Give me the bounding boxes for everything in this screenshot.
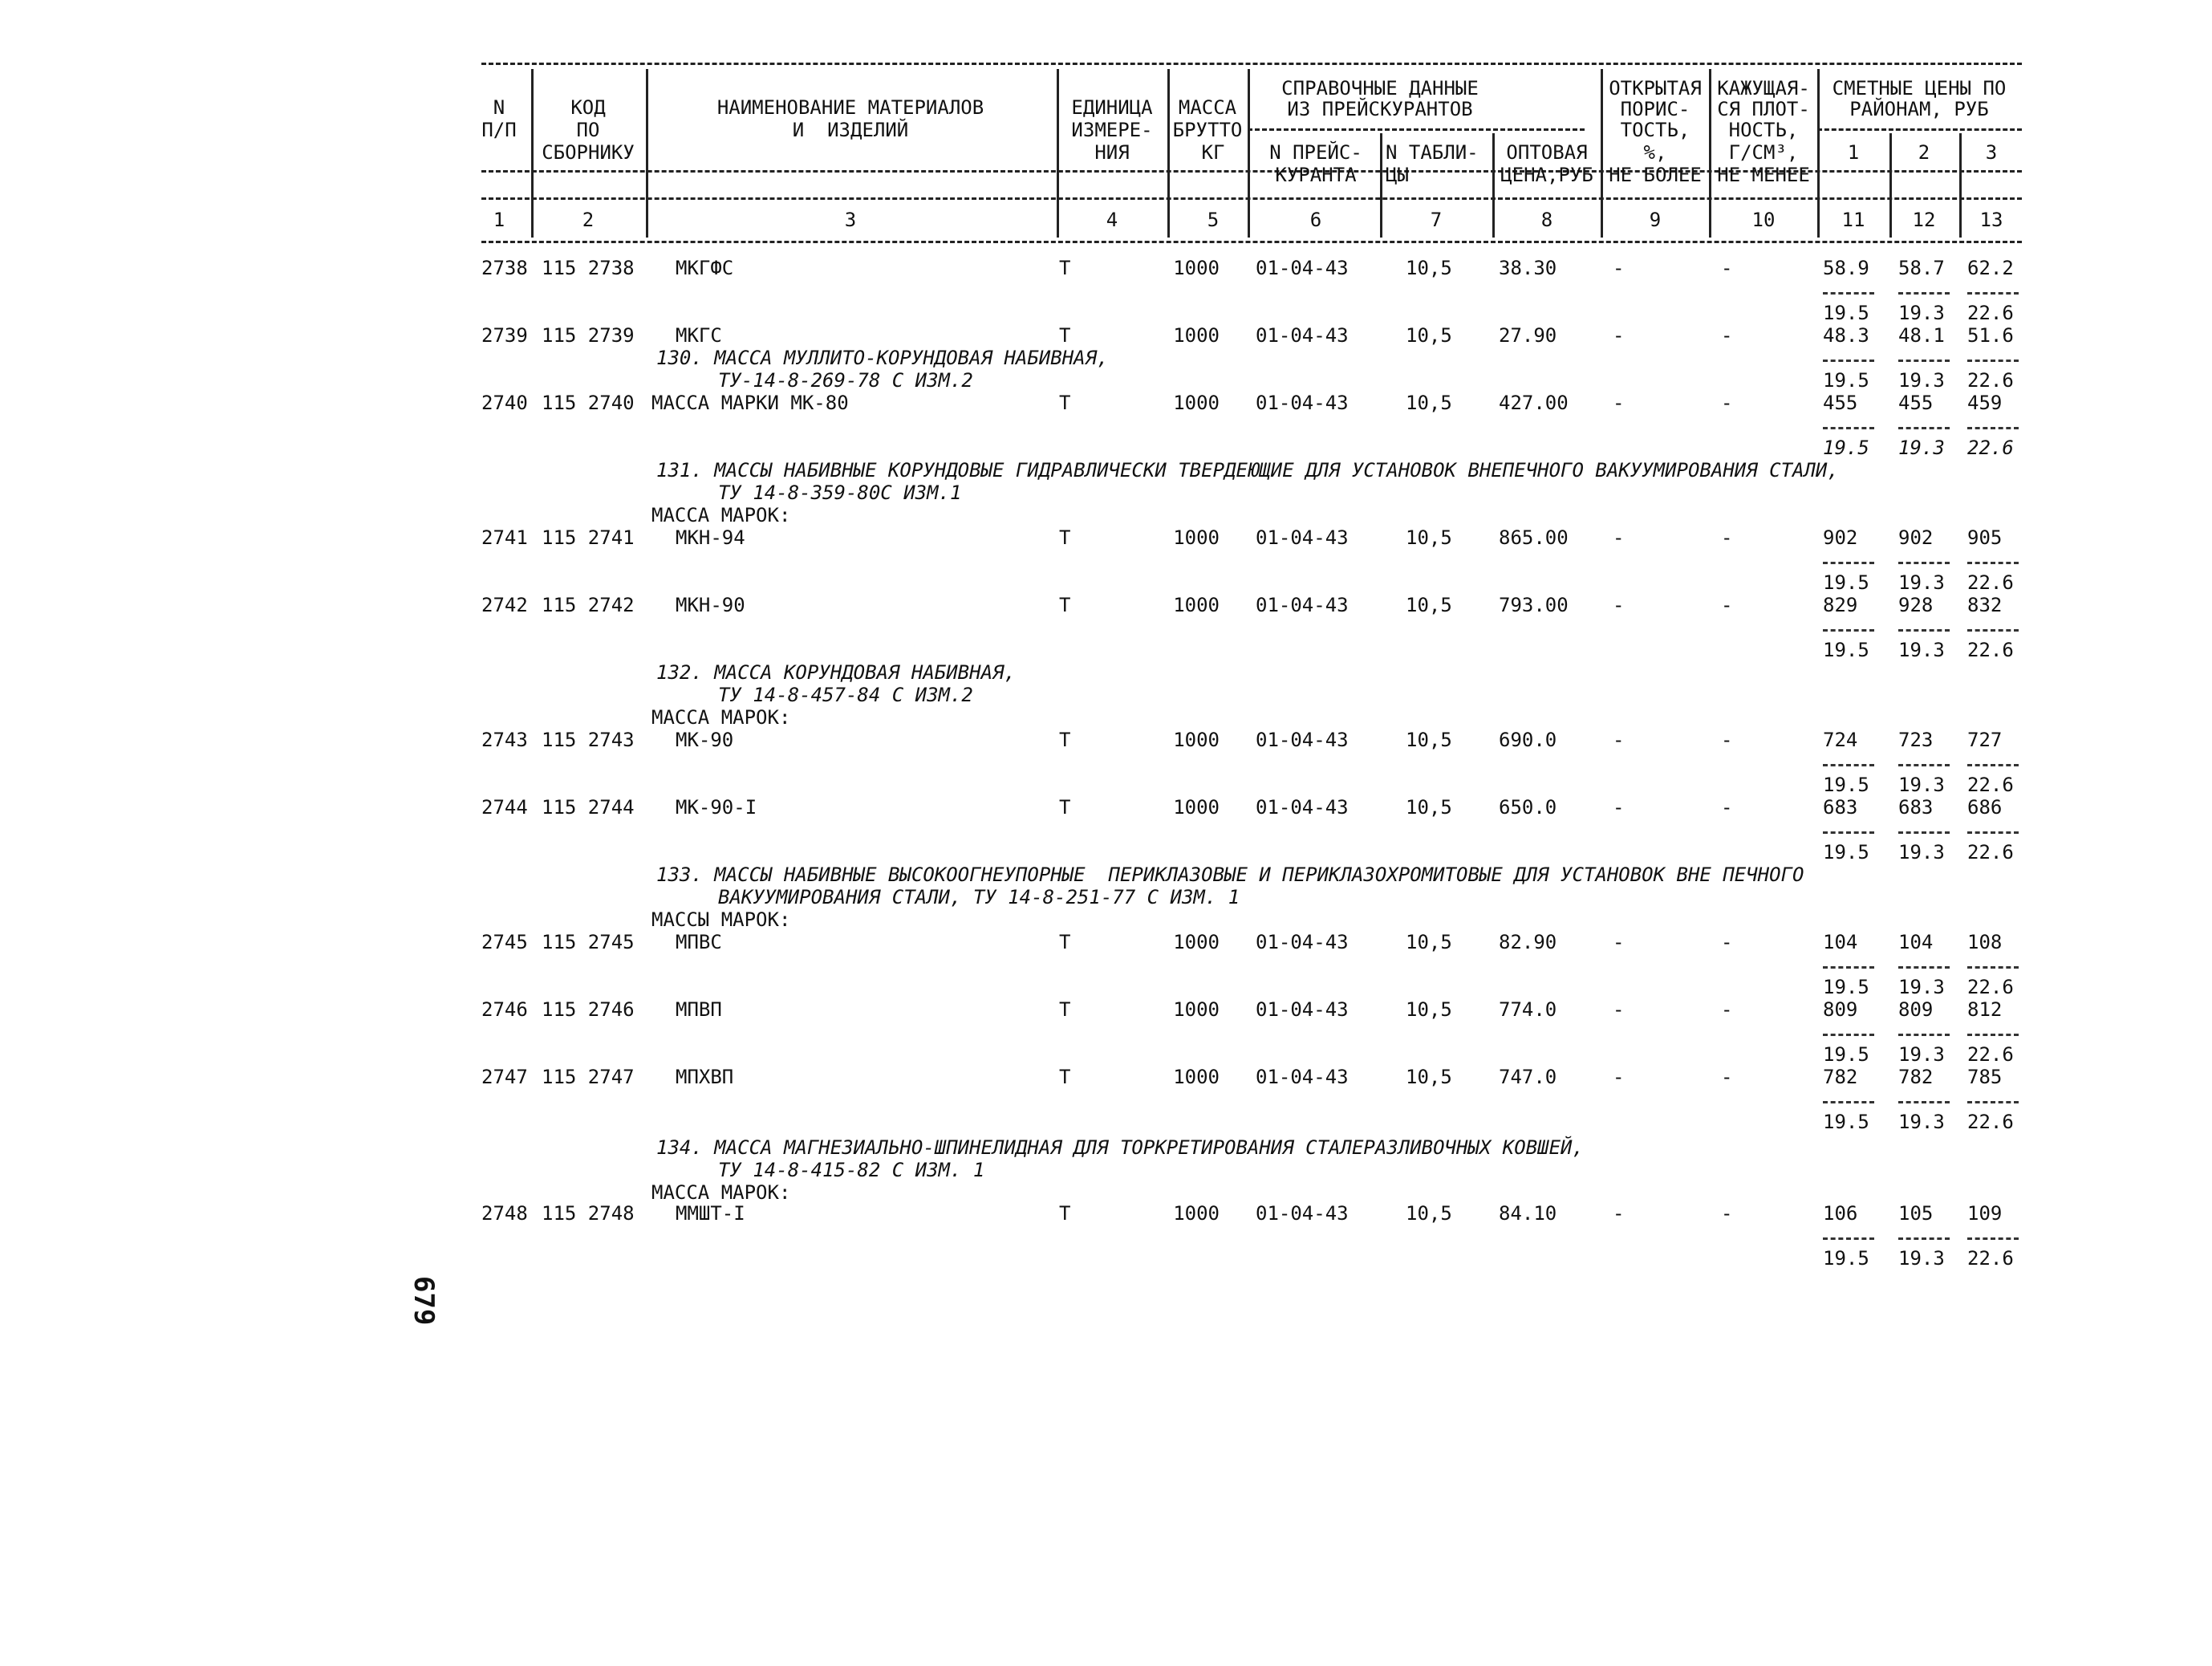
section-132-spec: ТУ 14-8-457-84 С ИЗМ.2	[718, 684, 973, 706]
fraction-bar	[1898, 360, 1950, 362]
cell-mass: 1000	[1173, 729, 1220, 751]
hdr-c4-line3: НИЯ	[1094, 141, 1130, 164]
cell-name: МКГФС	[676, 257, 734, 279]
section-132-marks: МАССА МАРОК:	[651, 706, 791, 729]
cell-por: -	[1613, 1066, 1625, 1088]
fraction-bar	[1898, 1237, 1950, 1240]
cell-k2: 19.3	[1898, 976, 1945, 998]
header-sep	[1889, 133, 1892, 238]
cell-k1: 19.5	[1823, 437, 1869, 459]
cell-mass: 1000	[1173, 392, 1220, 414]
cell-p3: 459	[1967, 392, 2003, 414]
cell-n: 2748	[481, 1202, 528, 1225]
fraction-bar	[1967, 629, 2019, 632]
cell-unit: Т	[1059, 594, 1071, 616]
col-number-7: 7	[1430, 209, 1443, 231]
cell-k2: 19.3	[1898, 774, 1945, 796]
fraction-bar	[1898, 1101, 1950, 1103]
hdr-c9-line5: НЕ БОЛЕЕ	[1609, 164, 1702, 186]
fraction-bar	[1967, 360, 2019, 362]
col-number-10: 10	[1751, 209, 1776, 231]
hdr-c3-line2: И ИЗДЕЛИЙ	[792, 119, 909, 141]
cell-k1: 19.5	[1823, 639, 1869, 661]
cell-prk: 01-04-43	[1256, 594, 1349, 616]
hdr-c10-line5: НЕ МЕНЕЕ	[1717, 164, 1810, 186]
hdr-c7-line1: N ТАБЛИ-	[1386, 141, 1479, 164]
cell-k3: 22.6	[1967, 1111, 2014, 1133]
cell-p1: 724	[1823, 729, 1858, 751]
cell-p1: 58.9	[1823, 257, 1869, 279]
fraction-bar	[1823, 1034, 1874, 1036]
cell-name: МПВП	[676, 998, 722, 1021]
header-sep	[1492, 133, 1495, 238]
cell-unit: Т	[1059, 526, 1071, 549]
cell-prk: 01-04-43	[1256, 729, 1349, 751]
page-number: 679	[408, 1276, 440, 1326]
cell-p3: 62.2	[1967, 257, 2014, 279]
hdr-c10-line1: КАЖУЩАЯ-	[1717, 77, 1810, 100]
cell-tab: 10,5	[1406, 324, 1452, 347]
section-134-title: 134. МАССА МАГНЕЗИАЛЬНО-ШПИНЕЛИДНАЯ ДЛЯ ТОРКРЕТИРОВАНИЯ СТАЛЕРАЗЛИВОЧНЫХ КОВШЕЙ,	[656, 1136, 1584, 1159]
cell-k3: 22.6	[1967, 1043, 2014, 1066]
cell-p3: 905	[1967, 526, 2003, 549]
section-133-marks: МАССЫ МАРОК:	[651, 908, 791, 931]
col-number-1: 1	[493, 209, 505, 231]
cell-p2: 902	[1898, 526, 1934, 549]
section-133-spec: ВАКУУМИРОВАНИЯ СТАЛИ, ТУ 14-8-251-77 С ИЗМ. 1	[718, 886, 1240, 908]
fraction-bar	[1823, 360, 1874, 362]
fraction-bar	[1967, 562, 2019, 564]
cell-prk: 01-04-43	[1256, 931, 1349, 953]
cell-unit: Т	[1059, 392, 1071, 414]
cell-p1: 683	[1823, 796, 1858, 819]
fraction-bar	[1898, 292, 1950, 295]
cell-tab: 10,5	[1406, 392, 1452, 414]
col-number-9: 9	[1649, 209, 1662, 231]
cell-p3: 812	[1967, 998, 2003, 1021]
cell-tab: 10,5	[1406, 594, 1452, 616]
cell-unit: Т	[1059, 257, 1071, 279]
fraction-bar	[1823, 831, 1874, 834]
fraction-bar	[1823, 764, 1874, 766]
hdr-c10-line4: Г/СМ³,	[1728, 141, 1799, 164]
cell-prk: 01-04-43	[1256, 796, 1349, 819]
cell-p3: 785	[1967, 1066, 2003, 1088]
hdr-c2-line1: КОД	[570, 96, 606, 119]
cell-dens: -	[1721, 1202, 1733, 1225]
cell-k3: 22.6	[1967, 571, 2014, 594]
hdr-c9-line2: ПОРИС-	[1620, 98, 1690, 120]
cell-price: 427.00	[1499, 392, 1569, 414]
fraction-bar	[1967, 764, 2019, 766]
col-number-3: 3	[844, 209, 857, 231]
cell-p2: 723	[1898, 729, 1934, 751]
fraction-bar	[1823, 1237, 1874, 1240]
cell-k2: 19.3	[1898, 1043, 1945, 1066]
col-number-4: 4	[1106, 209, 1118, 231]
fraction-bar	[1967, 1101, 2019, 1103]
cell-p2: 809	[1898, 998, 1934, 1021]
cell-dens: -	[1721, 998, 1733, 1021]
hdr-c12: 2	[1918, 141, 1930, 164]
cell-price: 865.00	[1499, 526, 1569, 549]
cell-tab: 10,5	[1406, 257, 1452, 279]
cell-prk: 01-04-43	[1256, 1202, 1349, 1225]
section-132-title: 132. МАССА КОРУНДОВАЯ НАБИВНАЯ,	[656, 661, 1016, 684]
cell-tab: 10,5	[1406, 796, 1452, 819]
fraction-bar	[1823, 562, 1874, 564]
fraction-bar	[1898, 562, 1950, 564]
cell-por: -	[1613, 998, 1625, 1021]
header-sep	[1380, 133, 1382, 238]
cell-k1: 19.5	[1823, 774, 1869, 796]
cell-mass: 1000	[1173, 257, 1220, 279]
col-number-12: 12	[1912, 209, 1936, 231]
cell-k2: 19.3	[1898, 841, 1945, 863]
fraction-bar	[1967, 427, 2019, 429]
hdr-c7-line2: ЦЫ	[1386, 164, 1409, 186]
hdr-c1-line2: П/П	[481, 119, 517, 141]
header-sep	[1959, 133, 1962, 238]
section-131-spec: ТУ 14-8-359-80С ИЗМ.1	[718, 482, 962, 504]
cell-k3: 22.6	[1967, 302, 2014, 324]
header-top-rule	[481, 63, 2022, 65]
hdr-c2-line3: СБОРНИКУ	[542, 141, 635, 164]
cell-k2: 19.3	[1898, 1111, 1945, 1133]
section-134-spec: ТУ 14-8-415-82 С ИЗМ. 1	[718, 1159, 985, 1181]
cell-p2: 104	[1898, 931, 1934, 953]
cell-n: 2742	[481, 594, 528, 616]
cell-n: 2738	[481, 257, 528, 279]
cell-p2: 928	[1898, 594, 1934, 616]
hdr-c10-line2: СЯ ПЛОТ-	[1717, 98, 1810, 120]
cell-p1: 104	[1823, 931, 1858, 953]
cell-mass: 1000	[1173, 1202, 1220, 1225]
cell-k3: 22.6	[1967, 437, 2014, 459]
cell-n: 2740	[481, 392, 528, 414]
fraction-bar	[1898, 764, 1950, 766]
hdr-group-ref-line1: СПРАВОЧНЫЕ ДАННЫЕ	[1281, 77, 1479, 100]
fraction-bar	[1898, 966, 1950, 969]
fraction-bar	[1898, 831, 1950, 834]
cell-p3: 686	[1967, 796, 2003, 819]
cell-por: -	[1613, 931, 1625, 953]
cell-mass: 1000	[1173, 324, 1220, 347]
cell-p3: 727	[1967, 729, 2003, 751]
hdr-c5-line1: МАССА	[1178, 96, 1237, 119]
hdr-c9-line4: %,	[1643, 141, 1667, 164]
group-ref-rule	[1248, 128, 1585, 131]
col-number-13: 13	[1979, 209, 2003, 231]
cell-unit: Т	[1059, 324, 1071, 347]
cell-unit: Т	[1059, 1202, 1071, 1225]
cell-p1: 455	[1823, 392, 1858, 414]
hdr-c8-line2: ЦЕНА,РУБ	[1500, 164, 1593, 186]
cell-k1: 19.5	[1823, 571, 1869, 594]
cell-code: 115 2739	[542, 324, 635, 347]
cell-price: 38.30	[1499, 257, 1557, 279]
cell-tab: 10,5	[1406, 1202, 1452, 1225]
cell-code: 115 2740	[542, 392, 635, 414]
cell-k2: 19.3	[1898, 639, 1945, 661]
cell-tab: 10,5	[1406, 998, 1452, 1021]
col-number-11: 11	[1841, 209, 1865, 231]
col-number-5: 5	[1207, 209, 1220, 231]
cell-code: 115 2741	[542, 526, 635, 549]
fraction-bar	[1823, 292, 1874, 295]
fraction-bar	[1967, 1034, 2019, 1036]
cell-dens: -	[1721, 324, 1733, 347]
header-mid-rule	[481, 197, 2022, 200]
cell-p1: 809	[1823, 998, 1858, 1021]
cell-tab: 10,5	[1406, 729, 1452, 751]
cell-por: -	[1613, 796, 1625, 819]
cell-unit: Т	[1059, 1066, 1071, 1088]
fraction-bar	[1898, 427, 1950, 429]
cell-por: -	[1613, 526, 1625, 549]
cell-k1: 19.5	[1823, 976, 1869, 998]
cell-k3: 22.6	[1967, 976, 2014, 998]
cell-k2: 19.3	[1898, 437, 1945, 459]
cell-n: 2739	[481, 324, 528, 347]
hdr-c8-line1: ОПТОВАЯ	[1506, 141, 1588, 164]
cell-p3: 832	[1967, 594, 2003, 616]
group-prices-rule	[1817, 128, 2022, 131]
cell-name: МПХВП	[676, 1066, 734, 1088]
cell-prk: 01-04-43	[1256, 257, 1349, 279]
header-sep	[1817, 69, 1820, 238]
hdr-c3-line1: НАИМЕНОВАНИЕ МАТЕРИАЛОВ	[716, 96, 984, 119]
cell-n: 2744	[481, 796, 528, 819]
cell-p2: 48.1	[1898, 324, 1945, 347]
fraction-bar	[1967, 966, 2019, 969]
hdr-c11: 1	[1847, 141, 1860, 164]
cell-prk: 01-04-43	[1256, 526, 1349, 549]
cell-n: 2741	[481, 526, 528, 549]
hdr-c6-line2: КУРАНТА	[1275, 164, 1357, 186]
cell-k1: 19.5	[1823, 841, 1869, 863]
cell-mass: 1000	[1173, 1066, 1220, 1088]
fraction-bar	[1823, 966, 1874, 969]
hdr-c5-line3: КГ	[1201, 141, 1225, 164]
cell-n: 2745	[481, 931, 528, 953]
cell-dens: -	[1721, 392, 1733, 414]
cell-p2: 455	[1898, 392, 1934, 414]
cell-tab: 10,5	[1406, 526, 1452, 549]
cell-p2: 58.7	[1898, 257, 1945, 279]
cell-name: МПВС	[676, 931, 722, 953]
cell-unit: Т	[1059, 796, 1071, 819]
cell-dens: -	[1721, 729, 1733, 751]
cell-p1: 106	[1823, 1202, 1858, 1225]
col-number-6: 6	[1309, 209, 1322, 231]
fraction-bar	[1898, 629, 1950, 632]
cell-n: 2747	[481, 1066, 528, 1088]
cell-k2: 19.3	[1898, 571, 1945, 594]
hdr-c13: 3	[1985, 141, 1998, 164]
fraction-bar	[1967, 831, 2019, 834]
cell-name: МК-90-I	[676, 796, 757, 819]
cell-k1: 19.5	[1823, 369, 1869, 392]
hdr-c9-line3: ТОСТЬ,	[1620, 119, 1690, 141]
cell-price: 774.0	[1499, 998, 1557, 1021]
fraction-bar	[1823, 427, 1874, 429]
cell-p1: 48.3	[1823, 324, 1869, 347]
cell-mass: 1000	[1173, 594, 1220, 616]
cell-code: 115 2746	[542, 998, 635, 1021]
header-sep	[1167, 69, 1170, 238]
cell-mass: 1000	[1173, 931, 1220, 953]
cell-unit: Т	[1059, 931, 1071, 953]
header-bottom-rule	[481, 241, 2022, 243]
cell-price: 793.00	[1499, 594, 1569, 616]
cell-k1: 19.5	[1823, 302, 1869, 324]
hdr-c10-line3: НОСТЬ,	[1728, 119, 1799, 141]
section-134-marks: МАССА МАРОК:	[651, 1181, 791, 1204]
fraction-bar	[1898, 1034, 1950, 1036]
hdr-c1-line1: N	[493, 96, 505, 119]
cell-dens: -	[1721, 257, 1733, 279]
cell-code: 115 2744	[542, 796, 635, 819]
fraction-bar	[1967, 1237, 2019, 1240]
section-130-spec: ТУ-14-8-269-78 С ИЗМ.2	[718, 369, 973, 392]
cell-code: 115 2745	[542, 931, 635, 953]
cell-prk: 01-04-43	[1256, 324, 1349, 347]
cell-tab: 10,5	[1406, 931, 1452, 953]
cell-k3: 22.6	[1967, 841, 2014, 863]
cell-k1: 19.5	[1823, 1247, 1869, 1270]
cell-por: -	[1613, 1202, 1625, 1225]
hdr-c4-line1: ЕДИНИЦА	[1071, 96, 1153, 119]
cell-price: 27.90	[1499, 324, 1557, 347]
cell-p2: 782	[1898, 1066, 1934, 1088]
header-sep	[1709, 69, 1711, 238]
cell-name: МКН-90	[676, 594, 745, 616]
hdr-c2-line2: ПО	[576, 119, 600, 141]
cell-por: -	[1613, 729, 1625, 751]
cell-code: 115 2748	[542, 1202, 635, 1225]
section-131-title: 131. МАССЫ НАБИВНЫЕ КОРУНДОВЫЕ ГИДРАВЛИЧЕСКИ ТВЕРДЕЮЩИЕ ДЛЯ УСТАНОВОК ВНЕПЕЧНОГО ВАКУУМИРОВАНИЯ СТАЛИ,	[656, 459, 1839, 482]
cell-price: 650.0	[1499, 796, 1557, 819]
cell-dens: -	[1721, 526, 1733, 549]
cell-price: 747.0	[1499, 1066, 1557, 1088]
cell-name: МК-90	[676, 729, 734, 751]
fraction-bar	[1823, 1101, 1874, 1103]
fraction-bar	[1967, 292, 2019, 295]
section-130-title: 130. МАССА МУЛЛИТО-КОРУНДОВАЯ НАБИВНАЯ,	[656, 347, 1109, 369]
cell-p3: 108	[1967, 931, 2003, 953]
cell-price: 690.0	[1499, 729, 1557, 751]
hdr-group-prices-line2: РАЙОНАМ, РУБ	[1849, 98, 1989, 120]
cell-por: -	[1613, 392, 1625, 414]
cell-mass: 1000	[1173, 796, 1220, 819]
cell-por: -	[1613, 594, 1625, 616]
cell-code: 115 2743	[542, 729, 635, 751]
cell-prk: 01-04-43	[1256, 1066, 1349, 1088]
cell-por: -	[1613, 324, 1625, 347]
hdr-c4-line2: ИЗМЕРЕ-	[1071, 119, 1153, 141]
cell-price: 82.90	[1499, 931, 1557, 953]
cell-dens: -	[1721, 931, 1733, 953]
cell-p3: 109	[1967, 1202, 2003, 1225]
cell-name: ММШТ-I	[676, 1202, 745, 1225]
cell-p3: 51.6	[1967, 324, 2014, 347]
cell-dens: -	[1721, 594, 1733, 616]
cell-k1: 19.5	[1823, 1111, 1869, 1133]
cell-name: МКГС	[676, 324, 722, 347]
cell-n: 2743	[481, 729, 528, 751]
header-sep	[1057, 69, 1059, 238]
cell-dens: -	[1721, 1066, 1733, 1088]
hdr-group-prices-line1: СМЕТНЫЕ ЦЕНЫ ПО	[1832, 77, 2007, 100]
header-sep	[646, 69, 648, 238]
hdr-c5-line2: БРУТТО	[1172, 119, 1243, 141]
section-131-marks: МАССА МАРОК:	[651, 504, 791, 526]
hdr-c9-line1: ОТКРЫТАЯ	[1609, 77, 1702, 100]
hdr-c6-line1: N ПРЕЙС-	[1269, 141, 1362, 164]
cell-p1: 782	[1823, 1066, 1858, 1088]
cell-prk: 01-04-43	[1256, 392, 1349, 414]
header-sep	[1248, 69, 1250, 238]
cell-p2: 105	[1898, 1202, 1934, 1225]
cell-k3: 22.6	[1967, 639, 2014, 661]
cell-k2: 19.3	[1898, 1247, 1945, 1270]
cell-p2: 683	[1898, 796, 1934, 819]
cell-code: 115 2738	[542, 257, 635, 279]
header-sep	[1601, 69, 1603, 238]
header-sep	[531, 69, 534, 238]
cell-price: 84.10	[1499, 1202, 1557, 1225]
cell-dens: -	[1721, 796, 1733, 819]
cell-name: МКН-94	[676, 526, 745, 549]
cell-unit: Т	[1059, 729, 1071, 751]
cell-p1: 829	[1823, 594, 1858, 616]
cell-code: 115 2742	[542, 594, 635, 616]
cell-code: 115 2747	[542, 1066, 635, 1088]
col-number-8: 8	[1540, 209, 1553, 231]
fraction-bar	[1823, 629, 1874, 632]
cell-unit: Т	[1059, 998, 1071, 1021]
cell-k3: 22.6	[1967, 369, 2014, 392]
cell-tab: 10,5	[1406, 1066, 1452, 1088]
section-133-title: 133. МАССЫ НАБИВНЫЕ ВЫСОКООГНЕУПОРНЫЕ ПЕРИКЛАЗОВЫЕ И ПЕРИКЛАЗОХРОМИТОВЫЕ ДЛЯ УСТАНОВОК ВНЕ ПЕЧНОГО	[656, 863, 1804, 886]
cell-prk: 01-04-43	[1256, 998, 1349, 1021]
cell-k3: 22.6	[1967, 774, 2014, 796]
cell-name: МАССА МАРКИ МК-80	[651, 392, 849, 414]
cell-k2: 19.3	[1898, 369, 1945, 392]
cell-k3: 22.6	[1967, 1247, 2014, 1270]
cell-mass: 1000	[1173, 998, 1220, 1021]
cell-k2: 19.3	[1898, 302, 1945, 324]
col-number-2: 2	[582, 209, 595, 231]
cell-n: 2746	[481, 998, 528, 1021]
cell-mass: 1000	[1173, 526, 1220, 549]
hdr-group-ref-line2: ИЗ ПРЕЙСКУРАНТОВ	[1287, 98, 1473, 120]
cell-k1: 19.5	[1823, 1043, 1869, 1066]
cell-p1: 902	[1823, 526, 1858, 549]
cell-por: -	[1613, 257, 1625, 279]
